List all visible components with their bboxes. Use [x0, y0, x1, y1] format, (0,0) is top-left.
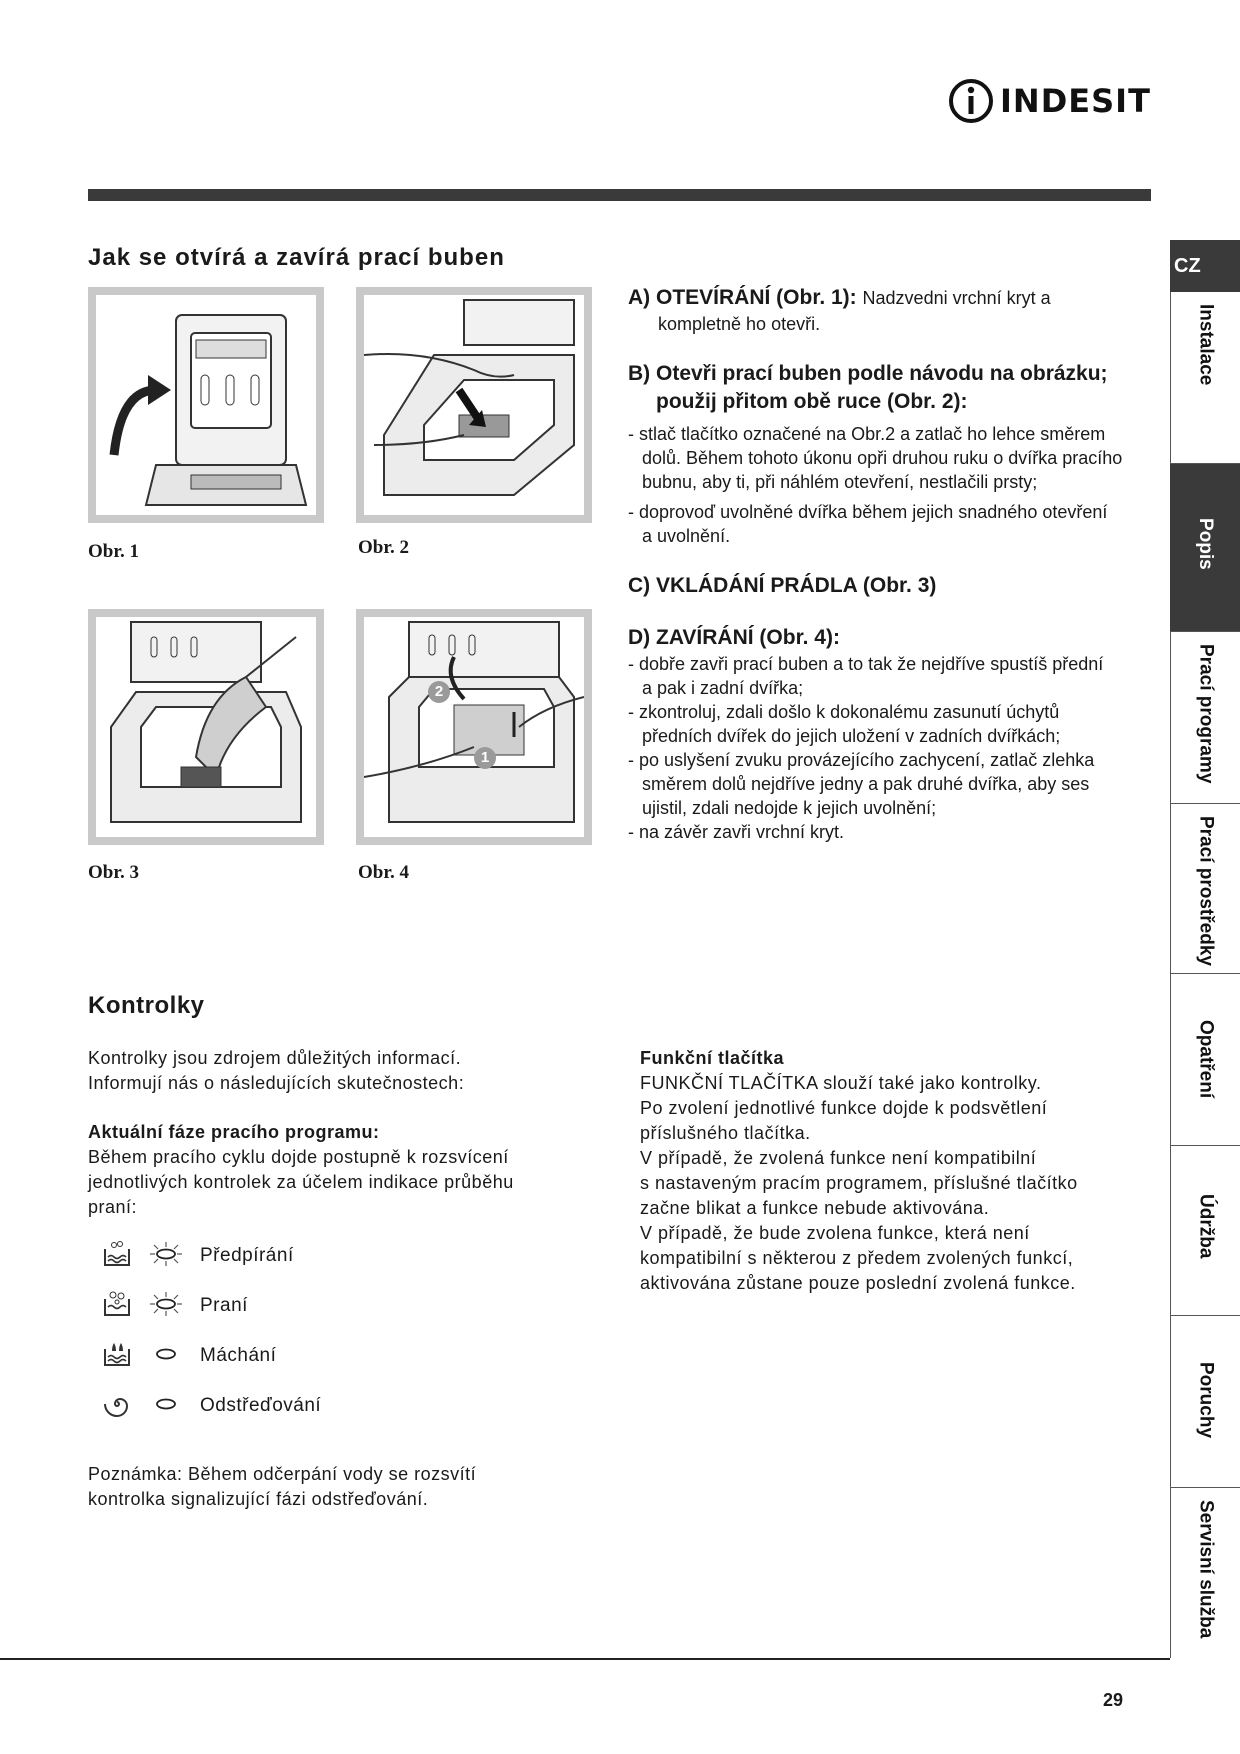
sidebar-tab-udrzba[interactable]	[1170, 1146, 1240, 1316]
section-title-indicators: Kontrolky	[88, 992, 205, 1019]
sidebar-tab-label: Instalace	[1195, 304, 1217, 386]
language-tab[interactable]: CZ	[1170, 240, 1240, 292]
brand-i-icon	[948, 76, 994, 126]
sidebar-tab-popis[interactable]	[1170, 464, 1240, 632]
figure-2	[356, 287, 592, 523]
sidebar-tab-label: Poruchy	[1195, 1362, 1217, 1439]
step-d-line-4: předních dvířek do jejich uložení v zadních dvířkách;	[642, 726, 1061, 746]
step-b-line-2: dolů. Během tohoto úkonu opři druhou ruku o dvířka pracího	[642, 448, 1123, 468]
header-rule	[88, 189, 1151, 201]
function-buttons-heading: Funkční tlačítka	[640, 1048, 785, 1068]
sidebar-tab-label: Opatření	[1195, 1020, 1217, 1099]
washer-loading-laundry-illustration	[96, 617, 316, 837]
step-d-line-3: - zkontroluj, zdali došlo k dokonalému zasunutí úchytů	[628, 702, 1060, 722]
indicators-column	[88, 1046, 588, 1512]
step-d-line-1: - dobře zavři prací buben a to tak že nejdříve spustíš přední	[628, 654, 1104, 674]
phase-line-1: Během pracího cyklu dojde postupně k rozsvícení	[88, 1147, 509, 1167]
phase-line-2: jednotlivých kontrolek za účelem indikace průběhu	[88, 1172, 514, 1192]
function-line-8: kompatibilní s některou z předem zvolených funkcí,	[640, 1248, 1074, 1268]
function-line-6: začne blikat a funkce nebude aktivována.	[640, 1198, 990, 1218]
legend-row-prewash	[102, 1238, 588, 1274]
instructions-column	[628, 284, 1148, 844]
prewash-led-lit-icon	[146, 1239, 200, 1274]
function-line-4: V případě, že zvolená funkce není kompatibilní	[640, 1148, 1037, 1168]
legend-label-spin: Odstřeďování	[200, 1395, 322, 1416]
sidebar-tab-servisni-sluzba[interactable]	[1170, 1488, 1240, 1658]
note-line-1: Poznámka: Během odčerpání vody se rozsvítí	[88, 1464, 477, 1484]
washer-open-drum-illustration	[364, 295, 584, 515]
intro-line-1: Kontrolky jsou zdrojem důležitých informací.	[88, 1048, 462, 1068]
step-d-line-8: - na závěr zavři vrchní kryt.	[628, 822, 845, 842]
figure-3-caption: Obr. 3	[88, 862, 140, 883]
page-number: 29	[1103, 1690, 1124, 1710]
function-line-7: V případě, že bude zvolena funkce, která není	[640, 1223, 1030, 1243]
figure-2-caption: Obr. 2	[358, 537, 410, 558]
sidebar-tab-label: Údržba	[1195, 1194, 1217, 1259]
phase-legend	[88, 1238, 588, 1424]
step-c-heading: C) VKLÁDÁNÍ PRÁDLA (Obr. 3)	[628, 574, 937, 597]
function-line-5: s nastaveným pracím programem, příslušné tlačítko	[640, 1173, 1078, 1193]
figure-4-caption: Obr. 4	[358, 862, 410, 883]
sidebar-tab-praci-programy[interactable]	[1170, 632, 1240, 804]
phase-line-3: praní:	[88, 1197, 138, 1217]
step-marker-2: 2	[428, 681, 450, 703]
figure-3	[88, 609, 324, 845]
step-d-line-2: a pak i zadní dvířka;	[642, 678, 804, 698]
step-b-heading-2: použij přitom obě ruce (Obr. 2):	[656, 390, 968, 413]
sidebar-tab-label: Popis	[1195, 518, 1216, 570]
note-line-2: kontrolka signalizující fázi odstřeďování.	[88, 1489, 429, 1509]
rinse-led-icon	[146, 1339, 200, 1374]
function-buttons-column	[640, 1046, 1140, 1296]
rinse-icon	[102, 1339, 146, 1374]
step-a-text-2: kompletně ho otevři.	[658, 314, 821, 334]
legend-row-wash	[102, 1288, 588, 1324]
legend-row-rinse	[102, 1338, 588, 1374]
brand-logo	[948, 72, 1151, 130]
washer-lid-open-illustration	[96, 295, 316, 515]
legend-label-wash: Praní	[200, 1295, 248, 1316]
spin-led-icon	[146, 1389, 200, 1424]
step-b-line-3: bubnu, aby ti, při náhlém otevření, nestlačili prsty;	[642, 472, 1038, 492]
step-a-heading: A) OTEVÍRÁNÍ (Obr. 1):	[628, 286, 857, 309]
step-a	[628, 284, 1148, 312]
spin-icon	[102, 1389, 146, 1424]
footer-rule	[0, 1658, 1170, 1660]
figure-1	[88, 287, 324, 523]
washer-closing-drum-illustration	[364, 617, 584, 837]
sidebar-tab-label: Prací programy	[1195, 644, 1217, 784]
section-title-drum: Jak se otvírá a zavírá prací buben	[88, 244, 505, 271]
step-d-line-7: ujistil, zdali nedojde k jejich uvolnění;	[642, 798, 937, 818]
function-line-2: Po zvolení jednotlivé funkce dojde k podsvětlení	[640, 1098, 1048, 1118]
step-b-heading-1: B) Otevři prací buben podle návodu na obrázku;	[628, 362, 1108, 385]
phase-heading: Aktuální fáze pracího programu:	[88, 1122, 380, 1142]
function-line-1: FUNKČNÍ TLAČÍTKA slouží také jako kontrolky.	[640, 1073, 1042, 1093]
figure-1-caption: Obr. 1	[88, 541, 140, 562]
step-d-line-6: směrem dolů nejdříve jedny a pak druhé dvířka, aby ses	[642, 774, 1090, 794]
legend-row-spin	[102, 1388, 588, 1424]
step-b-line-4: - doprovoď uvolněné dvířka během jejich snadného otevření	[628, 502, 1108, 522]
step-marker-1: 1	[474, 747, 496, 769]
legend-label-rinse: Máchání	[200, 1345, 277, 1366]
prewash-icon	[102, 1239, 146, 1274]
step-a-text-1: Nadzvedni vrchní kryt a	[862, 288, 1051, 308]
wash-led-lit-icon	[146, 1289, 200, 1324]
sidebar-tab-label: Servisní služba	[1195, 1500, 1217, 1639]
legend-label-prewash: Předpírání	[200, 1245, 294, 1266]
sidebar-tab-label: Prací prostředky	[1195, 816, 1217, 966]
step-b-line-1: - stlač tlačítko označené na Obr.2 a zatlač ho lehce směrem	[628, 424, 1106, 444]
intro-line-2: Informují nás o následujících skutečnostech:	[88, 1073, 465, 1093]
function-line-9: aktivována zůstane pouze poslední zvolená funkce.	[640, 1273, 1076, 1293]
step-d-heading: D) ZAVÍRÁNÍ (Obr. 4):	[628, 626, 840, 649]
sidebar-tab-praci-prostredky[interactable]	[1170, 804, 1240, 974]
sidebar-tab-instalace[interactable]	[1170, 292, 1240, 464]
figure-4	[356, 609, 592, 845]
brand-name: INDESIT	[1000, 82, 1151, 120]
sidebar-tab-opatreni[interactable]	[1170, 974, 1240, 1146]
function-line-3: příslušného tlačítka.	[640, 1123, 811, 1143]
sidebar-tab-poruchy[interactable]	[1170, 1316, 1240, 1488]
step-b-line-5: a uvolnění.	[642, 526, 731, 546]
wash-icon	[102, 1289, 146, 1324]
step-d-line-5: - po uslyšení zvuku provázejícího zachycení, zatlač zlehka	[628, 750, 1095, 770]
